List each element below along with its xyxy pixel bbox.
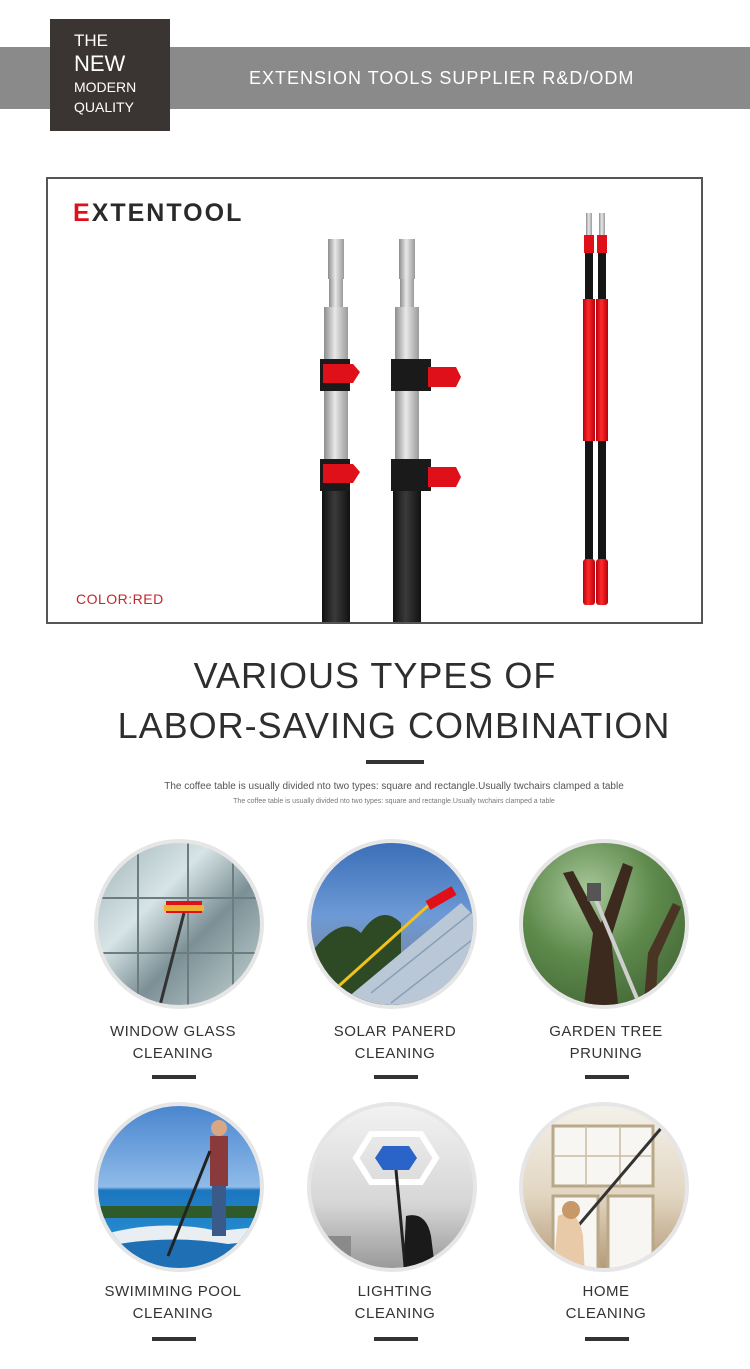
lighting-illustration xyxy=(311,1106,477,1272)
use-divider xyxy=(152,1337,196,1341)
swimming-pool-photo xyxy=(94,1102,264,1272)
color-label: COLOR:RED xyxy=(76,591,164,607)
use-label-solar xyxy=(295,1021,495,1065)
pole-center xyxy=(391,239,461,624)
section-heading-line-2: LABOR-SAVING COMBINATION xyxy=(117,705,671,746)
solar-panel-illustration xyxy=(311,843,477,1009)
badge-line-1: THE xyxy=(74,31,108,50)
use-label-window-glass-line-2: CLEANING xyxy=(132,1045,214,1062)
use-divider xyxy=(585,1075,629,1079)
heading-divider xyxy=(366,760,424,764)
use-divider xyxy=(152,1075,196,1079)
use-label-garden-tree xyxy=(506,1021,706,1065)
badge-line-4: QUALITY xyxy=(74,99,134,115)
lighting-photo xyxy=(307,1102,477,1272)
use-label-home-line-2: CLEANING xyxy=(565,1305,647,1322)
solar-panel-photo xyxy=(307,839,477,1009)
use-divider xyxy=(374,1075,418,1079)
garden-tree-photo xyxy=(519,839,689,1009)
use-label-garden-tree-line-1: GARDEN TREE xyxy=(549,1023,663,1040)
window-glass-illustration xyxy=(98,843,264,1009)
pole-pair-full-view xyxy=(583,213,608,605)
use-divider xyxy=(585,1337,629,1341)
header-title: EXTENSION TOOLS SUPPLIER R&D/ODM xyxy=(249,68,635,88)
use-label-pool xyxy=(73,1281,273,1325)
use-label-garden-tree-line-2: PRUNING xyxy=(569,1045,643,1062)
use-label-solar-line-1: SOLAR PANERD xyxy=(333,1023,457,1040)
home-cleaning-photo xyxy=(519,1102,689,1272)
use-label-window-glass xyxy=(73,1021,273,1065)
use-label-lighting-line-1: LIGHTING xyxy=(357,1283,433,1300)
section-description-small: The coffee table is usually divided nto two types: square and rectangle.Usually twchairs clamped a table xyxy=(233,798,555,805)
window-glass-photo xyxy=(94,839,264,1009)
use-label-window-glass-line-1: WINDOW GLASS xyxy=(109,1023,236,1040)
use-divider xyxy=(374,1337,418,1341)
use-label-home xyxy=(506,1281,706,1325)
new-quality-badge xyxy=(50,19,170,131)
use-label-pool-line-2: CLEANING xyxy=(132,1305,214,1322)
brand-logo-text: EXTENTOOL xyxy=(73,199,244,227)
pole-left xyxy=(320,239,360,624)
product-showcase xyxy=(46,177,703,624)
use-label-lighting xyxy=(295,1281,495,1325)
home-cleaning-illustration xyxy=(523,1106,689,1272)
use-label-pool-line-1: SWIMIMING POOL xyxy=(104,1283,242,1300)
use-label-lighting-line-2: CLEANING xyxy=(354,1305,436,1322)
garden-tree-illustration xyxy=(523,843,689,1009)
badge-line-2: NEW xyxy=(74,51,126,76)
use-label-solar-line-2: CLEANING xyxy=(354,1045,436,1062)
telescopic-poles-illustration xyxy=(48,179,703,624)
swimming-pool-illustration xyxy=(98,1106,264,1272)
section-heading-line-1: VARIOUS TYPES OF xyxy=(193,655,557,696)
badge-line-3: MODERN xyxy=(74,79,137,95)
section-description: The coffee table is usually divided nto two types: square and rectangle.Usually twchairs clamped a table xyxy=(164,781,624,792)
use-label-home-line-1: HOME xyxy=(582,1283,630,1300)
